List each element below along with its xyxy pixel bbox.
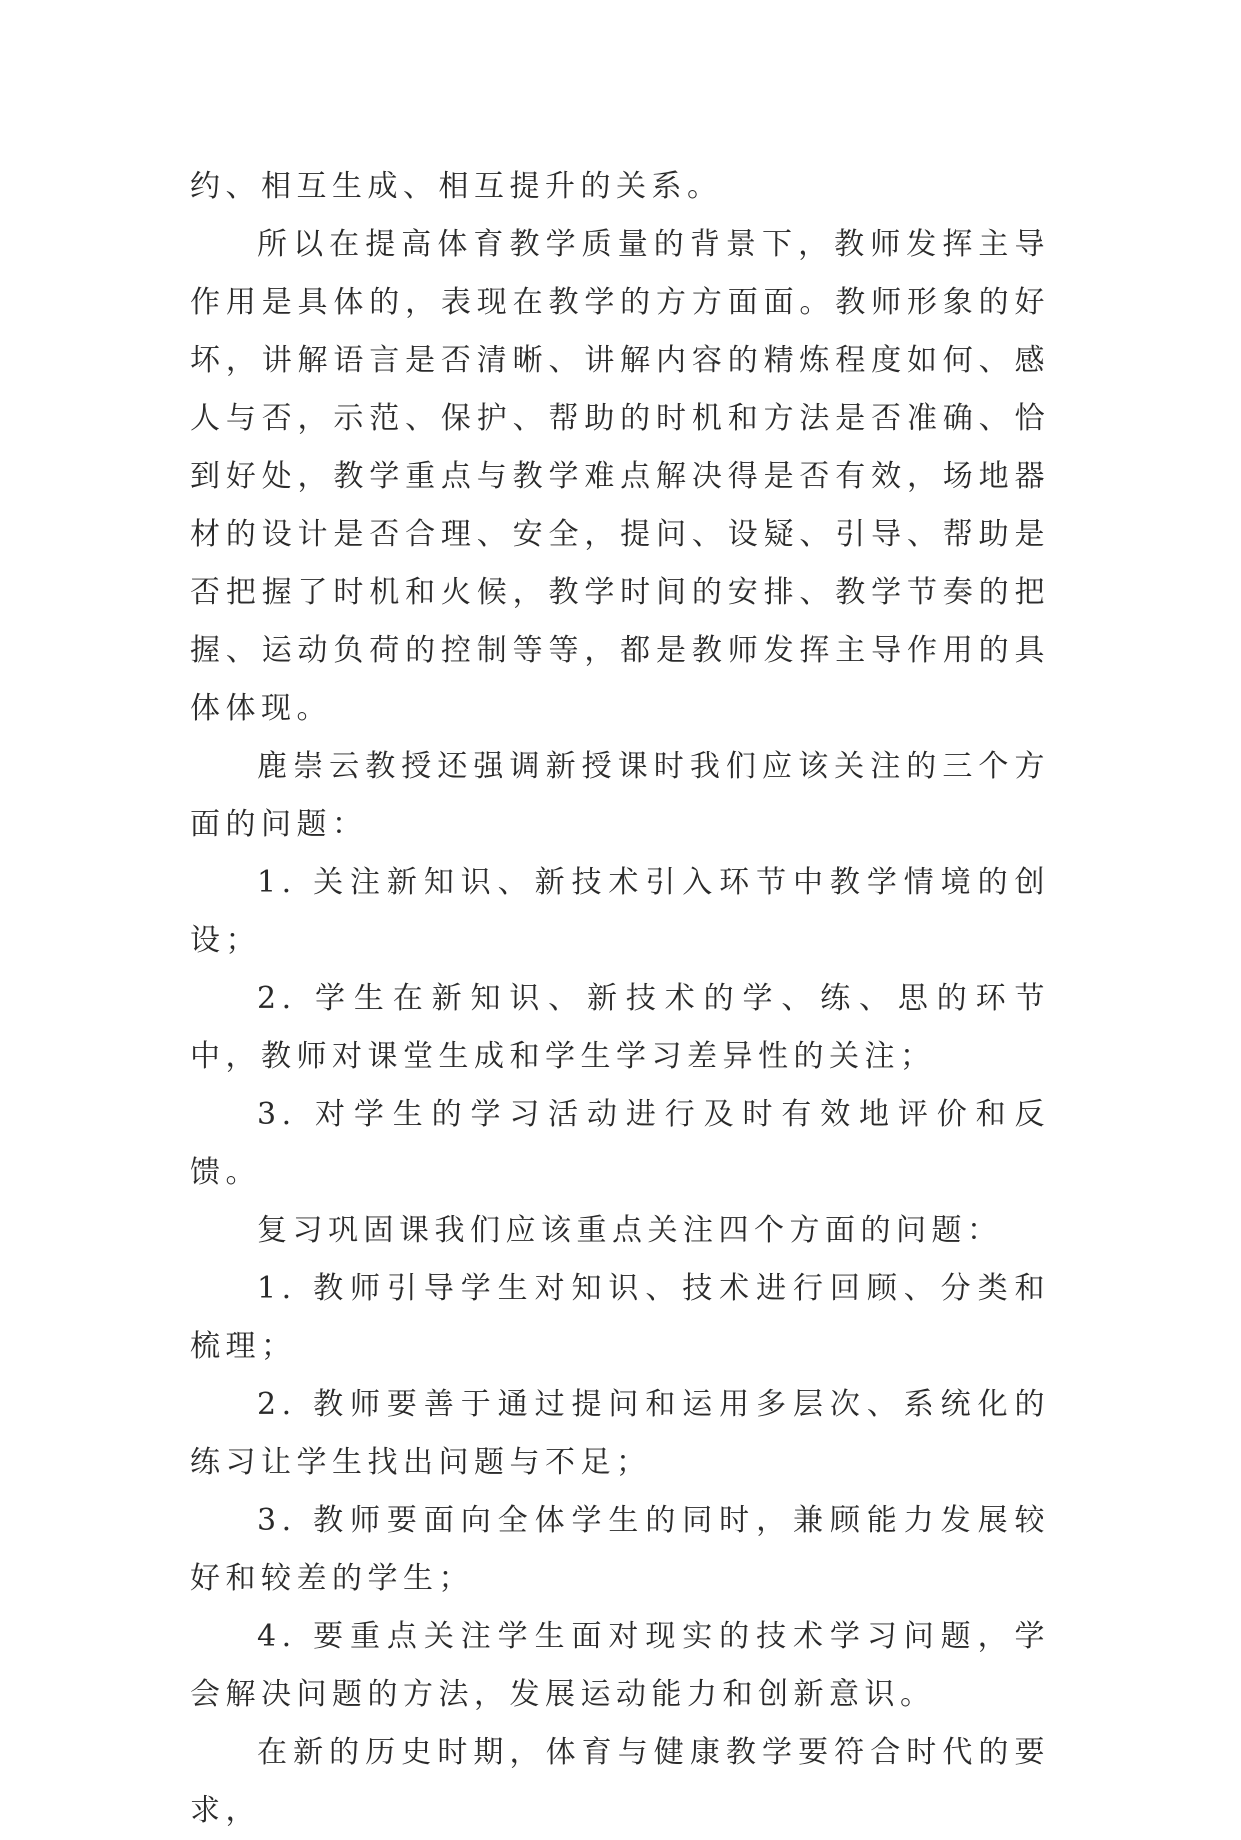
paragraph: 在新的历史时期，体育与健康教学要符合时代的要求， — [190, 1735, 1050, 1828]
list-item: 1. 关注新知识、新技术引入环节中教学情境的创设； — [190, 865, 1050, 958]
list-item: 1. 教师引导学生对知识、技术进行回顾、分类和梳理； — [190, 1271, 1050, 1364]
list-item: 4. 要重点关注学生面对现实的技术学习问题，学会解决问题的方法，发展运动能力和创新意识。 — [190, 1619, 1050, 1712]
list-item: 3. 教师要面向全体学生的同时，兼顾能力发展较好和较差的学生； — [190, 1503, 1050, 1596]
paragraph: 鹿崇云教授还强调新授课时我们应该关注的三个方面的问题： — [190, 749, 1050, 842]
paragraph: 约、相互生成、相互提升的关系。 — [190, 169, 723, 204]
list-item: 2. 教师要善于通过提问和运用多层次、系统化的练习让学生找出问题与不足； — [190, 1387, 1050, 1480]
list-item: 3. 对学生的学习活动进行及时有效地评价和反馈。 — [190, 1097, 1050, 1190]
paragraph: 所以在提高体育教学质量的背景下，教师发挥主导作用是具体的，表现在教学的方方面面。教师形象的好坏，讲解语言是否清晰、讲解内容的精炼程度如何、感人与否，示范、保护、帮助的时机和方法是否准确、恰到好处，教学重点与教学难点解决得是否有效，场地器材的设计是否合理、安全，提问、设疑、引导、帮助是否把握了时机和火候，教学时间的安排、教学节奏的把握、运动负荷的控制等等，都是教师发挥主导作用的具体体现。 — [190, 227, 1050, 726]
paragraph: 复习巩固课我们应该重点关注四个方面的问题： — [257, 1213, 1003, 1248]
list-item: 2. 学生在新知识、新技术的学、练、思的环节中，教师对课堂生成和学生学习差异性的关注； — [190, 981, 1050, 1074]
document-page — [190, 158, 1050, 1840]
